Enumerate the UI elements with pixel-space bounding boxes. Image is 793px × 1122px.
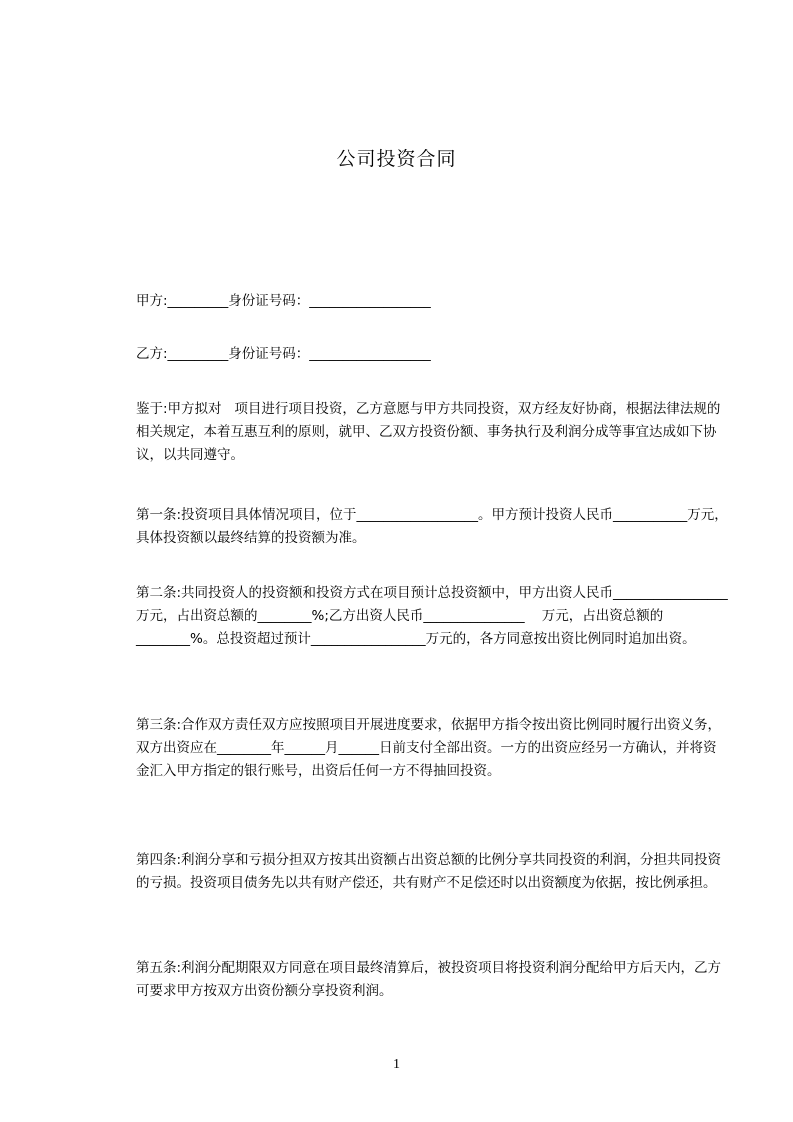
party-b-line: 乙方:_________身份证号码：__________________ [136,346,431,362]
preamble-paragraph: 鉴于:甲方拟对 项目进行项目投资，乙方意愿与甲方共同投资，双方经友好协商，根据法律法规的相关规定，本着互惠互利的原则，就甲、乙双方投资份额、事务执行及利润分成等事宜达成如下协议，以共同遵守。 [136,401,721,463]
article-5-paragraph: 第五条:利润分配期限双方同意在项目最终清算后，被投资项目将投资利润分配给甲方后天内，乙方可要求甲方按双方出资份额分享投资利润。 [136,960,722,999]
article-2-paragraph: 第二条:共同投资人的投资额和投资方式在项目预计总投资额中，甲方出资人民币_________________万元，占出资总额的________%;乙方出资人民币_______________ 万元，占出资总额的________%。总投资超过预计_________________万元的，各方同意按出资比例同时追加出资。 [136,585,728,647]
article-4-paragraph: 第四条:利润分享和亏损分担双方按其出资额占出资总额的比例分享共同投资的利润，分担共同投资的亏损。投资项目债务先以共有财产偿还，共有财产不足偿还时以出资额度为依据，按比例承担。 [136,852,722,891]
party-a-line: 甲方:_________身份证号码：__________________ [136,293,431,309]
document-title: 公司投资合同 [336,148,457,170]
article-1-paragraph: 第一条:投资项目具体情况项目，位于__________________。甲方预计投资人民币___________万元，具体投资额以最终结算的投资额为准。 [136,507,728,546]
page-number: 1 [393,1057,400,1072]
article-3-paragraph: 第三条:合作双方责任双方应按照项目开展进度要求，依据甲方指令按出资比例同时履行出资义务，双方出资应在________年______月______日前支付全部出资。一方的出资应经另一方确认，并将资金汇入甲方指定的银行账号，出资后任何一方不得抽回投资。 [136,717,722,779]
